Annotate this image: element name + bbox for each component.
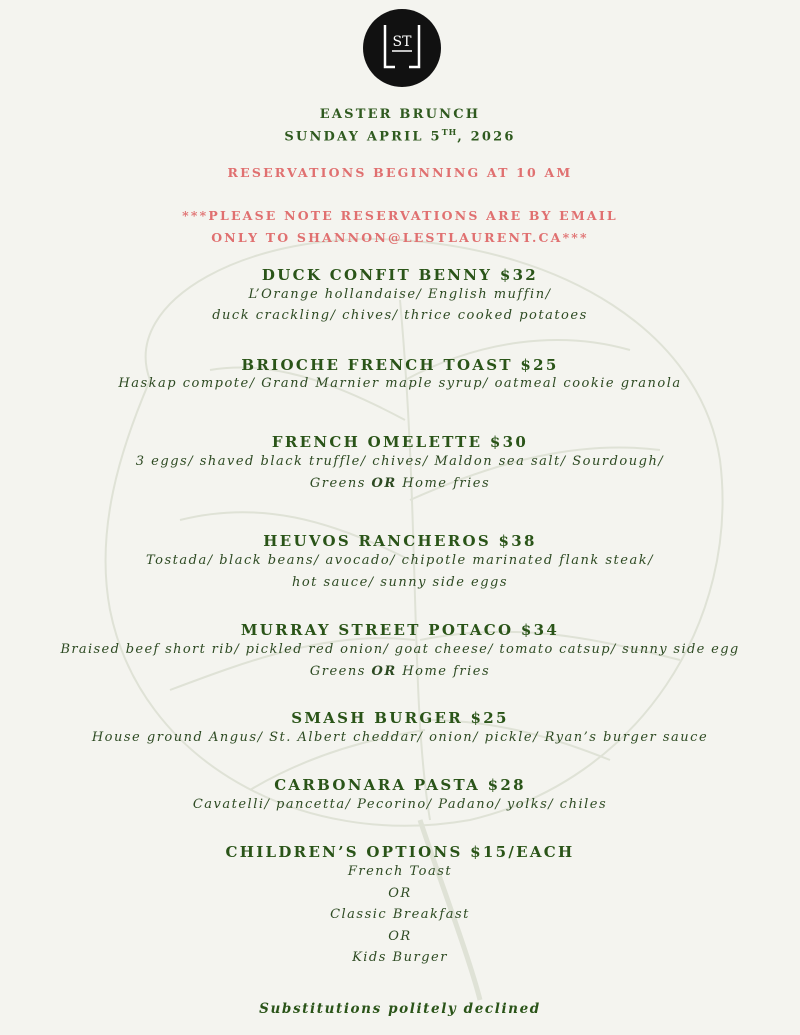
dish-name: MURRAY STREET POTACO $34 <box>240 621 560 639</box>
dish-description: Greens OR Home fries <box>309 476 491 491</box>
dish-description: Tostada/ black beans/ avocado/ chipotle marinated flank steak/ <box>146 553 654 568</box>
reservations-note-line2: ONLY TO SHANNON@LESTLAURENT.CA*** <box>211 230 589 245</box>
dish-description: L’Orange hollandaise/ English muffin/ <box>248 287 552 302</box>
dish-description: 3 eggs/ shaved black truffle/ chives/ Maldon sea salt/ Sourdough/ <box>135 454 665 469</box>
event-title: EASTER BRUNCH <box>319 107 481 122</box>
dish-description: Haskap compote/ Grand Marnier maple syrup/ oatmeal cookie granola <box>118 376 682 391</box>
dish-name: CHILDREN’S OPTIONS $15/EACH <box>225 843 575 861</box>
dish-name: SMASH BURGER $25 <box>291 709 509 727</box>
dish-description: House ground Angus/ St. Albert cheddar/ onion/ pickle/ Ryan’s burger sauce <box>91 730 709 745</box>
logo-text: ST <box>392 34 412 50</box>
kids-option: Classic Breakfast <box>330 907 470 922</box>
dish-description: Cavatelli/ pancetta/ Pecorino/ Padano/ yolks/ chiles <box>192 797 608 812</box>
restaurant-logo <box>363 9 441 87</box>
dish-name: BRIOCHE FRENCH TOAST $25 <box>241 356 559 374</box>
reservations-note-line1: ***PLEASE NOTE RESERVATIONS ARE BY EMAIL <box>182 208 618 223</box>
reservations-start: RESERVATIONS BEGINNING AT 10 AM <box>227 165 573 180</box>
dish-description: Braised beef short rib/ pickled red onion/ goat cheese/ tomato catsup/ sunny side egg <box>60 642 740 657</box>
event-date: SUNDAY APRIL 5TH, 2026 <box>284 127 516 145</box>
dish-description: Greens OR Home fries <box>309 664 491 679</box>
kids-option-or: OR <box>388 886 412 901</box>
dish-name: CARBONARA PASTA $28 <box>274 776 526 794</box>
dish-name: FRENCH OMELETTE $30 <box>271 433 529 451</box>
kids-option-or: OR <box>388 929 412 944</box>
dish-description: hot sauce/ sunny side eggs <box>291 575 509 590</box>
kids-option: Kids Burger <box>352 950 448 965</box>
kids-option: French Toast <box>347 864 453 879</box>
dish-name: HEUVOS RANCHEROS $38 <box>263 532 537 550</box>
substitutions-note: Substitutions politely declined <box>259 1001 541 1017</box>
dish-name: DUCK CONFIT BENNY $32 <box>261 266 539 284</box>
dish-description: duck crackling/ chives/ thrice cooked potatoes <box>212 308 588 323</box>
